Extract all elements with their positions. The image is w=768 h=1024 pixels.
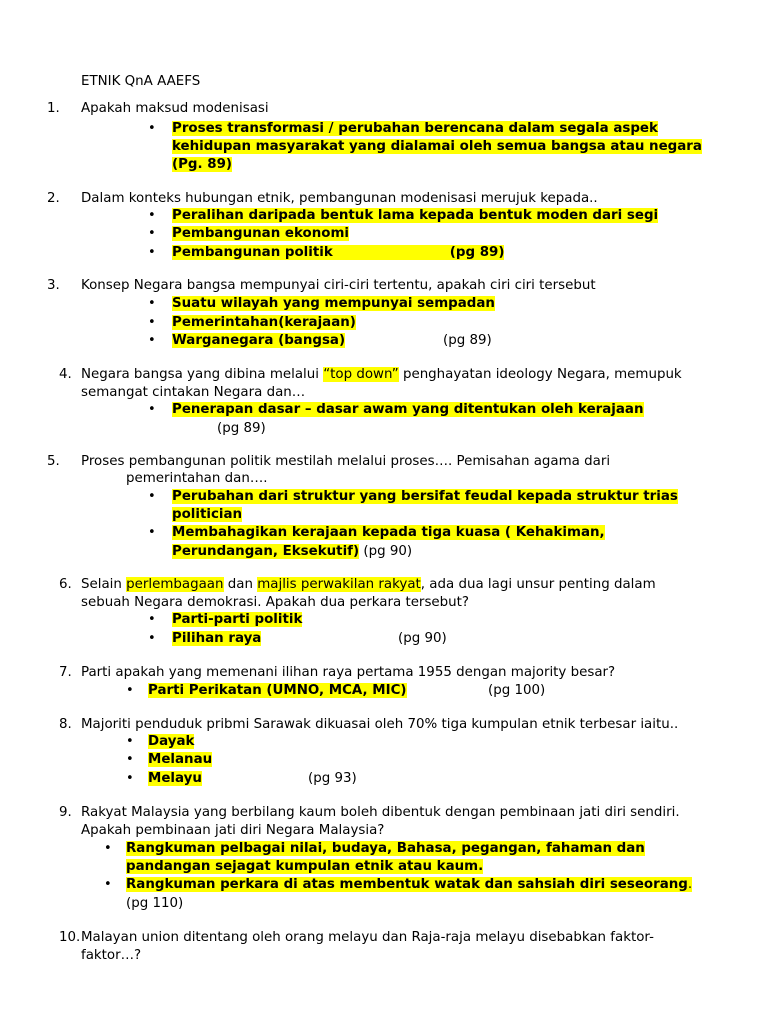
bullet-icon: • <box>148 402 156 417</box>
answer-text: Membahagikan kerajaan kepada tiga kuasa ( Kehakiman, <box>172 525 605 540</box>
answer-text: Perundangan, Eksekutif) (pg 90) <box>172 544 413 559</box>
bullet-icon: • <box>126 771 134 786</box>
bullet-icon: • <box>148 208 156 223</box>
question-text: faktor…? <box>81 948 142 963</box>
bullet-icon: • <box>104 877 112 892</box>
question-number: 5. <box>47 454 60 469</box>
answer-text: Pembangunan ekonomi <box>172 226 349 241</box>
question-text: Selain perlembagaan dan majlis perwakilan rakyat, ada dua lagi unsur penting dalam <box>81 577 656 592</box>
answer-text: Pilihan raya <box>172 631 262 646</box>
answer-text: Perubahan dari struktur yang bersifat feudal kepada struktur trias <box>172 489 678 504</box>
question-text: Rakyat Malaysia yang berbilang kaum boleh dibentuk dengan pembinaan jati diri sendiri. <box>81 805 680 820</box>
bullet-icon: • <box>148 315 156 330</box>
document-title: ETNIK QnA AAEFS <box>81 74 201 89</box>
answer-text: Proses transformasi / perubahan berencana dalam segala aspek <box>172 121 658 136</box>
question-text: Malayan union ditentang oleh orang melayu dan Raja-raja melayu disebabkan faktor- <box>81 930 654 945</box>
bullet-icon: • <box>148 245 156 260</box>
question-number: 9. <box>59 805 72 820</box>
answer-text: Rangkuman pelbagai nilai, budaya, Bahasa, pegangan, fahaman dan <box>126 841 645 856</box>
bullet-icon: • <box>148 226 156 241</box>
bullet-icon: • <box>126 734 134 749</box>
answer-text: pandangan sejagat kumpulan etnik atau kaum. <box>126 859 484 874</box>
page-reference: (pg 90) <box>398 631 447 646</box>
question-text: Proses pembangunan politik mestilah melalui proses…. Pemisahan agama dari <box>81 454 611 469</box>
question-text: Konsep Negara bangsa mempunyai ciri-ciri tertentu, apakah ciri ciri tersebut <box>81 278 596 293</box>
answer-text: Penerapan dasar – dasar awam yang ditentukan oleh kerajaan <box>172 402 644 417</box>
question-number: 7. <box>59 665 72 680</box>
answer-text: (Pg. 89) <box>172 157 233 172</box>
bullet-icon: • <box>148 489 156 504</box>
question-text: Majoriti penduduk pribmi Sarawak dikuasai oleh 70% tiga kumpulan etnik terbesar iaitu.. <box>81 717 679 732</box>
question-text: pemerintahan dan…. <box>126 471 268 486</box>
answer-text: politician <box>172 507 243 522</box>
question-number: 8. <box>59 717 72 732</box>
question-number: 6. <box>59 577 72 592</box>
question-text: sebuah Negara demokrasi. Apakah dua perkara tersebut? <box>81 595 470 610</box>
answer-text: Parti Perikatan (UMNO, MCA, MIC) <box>148 683 407 698</box>
bullet-icon: • <box>148 612 156 627</box>
answer-text: Suatu wilayah yang mempunyai sempadan <box>172 296 495 311</box>
answer-text: Pembangunan politik (pg 89) <box>172 245 505 260</box>
answer-text: Pemerintahan(kerajaan) <box>172 315 356 330</box>
bullet-icon: • <box>148 631 156 646</box>
page-reference: (pg 110) <box>126 896 184 911</box>
bullet-icon: • <box>126 683 134 698</box>
bullet-icon: • <box>104 841 112 856</box>
bullet-icon: • <box>148 333 156 348</box>
page-reference: (pg 90) <box>363 544 413 559</box>
answer-text: Melayu <box>148 771 202 786</box>
page-reference: (pg 89) <box>443 333 492 348</box>
question-text: semangat cintakan Negara dan… <box>81 385 306 400</box>
question-number: 2. <box>47 191 60 206</box>
answer-text: Melanau <box>148 752 213 767</box>
page-reference: (pg 93) <box>308 771 357 786</box>
question-number: 1. <box>47 101 60 116</box>
answer-text: Peralihan daripada bentuk lama kepada bentuk moden dari segi <box>172 208 659 223</box>
question-text: Apakah pembinaan jati diri Negara Malaysia? <box>81 823 385 838</box>
question-number: 10. <box>59 930 81 945</box>
question-text: Negara bangsa yang dibina melalui “top down” penghayatan ideology Negara, memupuk <box>81 367 682 382</box>
question-number: 3. <box>47 278 60 293</box>
page-reference: (pg 89) <box>217 421 266 436</box>
question-text: Apakah maksud modenisasi <box>81 101 269 116</box>
answer-text: Rangkuman perkara di atas membentuk watak dan sahsiah diri seseorang. <box>126 877 693 892</box>
answer-text: kehidupan masyarakat yang dialamai oleh semua bangsa atau negara <box>172 139 702 154</box>
page-reference: (pg 100) <box>488 683 546 698</box>
answer-text: Parti-parti politik <box>172 612 303 627</box>
question-text: Parti apakah yang memenani ilihan raya pertama 1955 dengan majority besar? <box>81 665 616 680</box>
answer-text: Warganegara (bangsa) <box>172 333 346 348</box>
question-text: Dalam konteks hubungan etnik, pembangunan modenisasi merujuk kepada.. <box>81 191 598 206</box>
answer-text: Dayak <box>148 734 195 749</box>
bullet-icon: • <box>148 121 156 136</box>
question-number: 4. <box>59 367 72 382</box>
bullet-icon: • <box>126 752 134 767</box>
bullet-icon: • <box>148 296 156 311</box>
bullet-icon: • <box>148 525 156 540</box>
